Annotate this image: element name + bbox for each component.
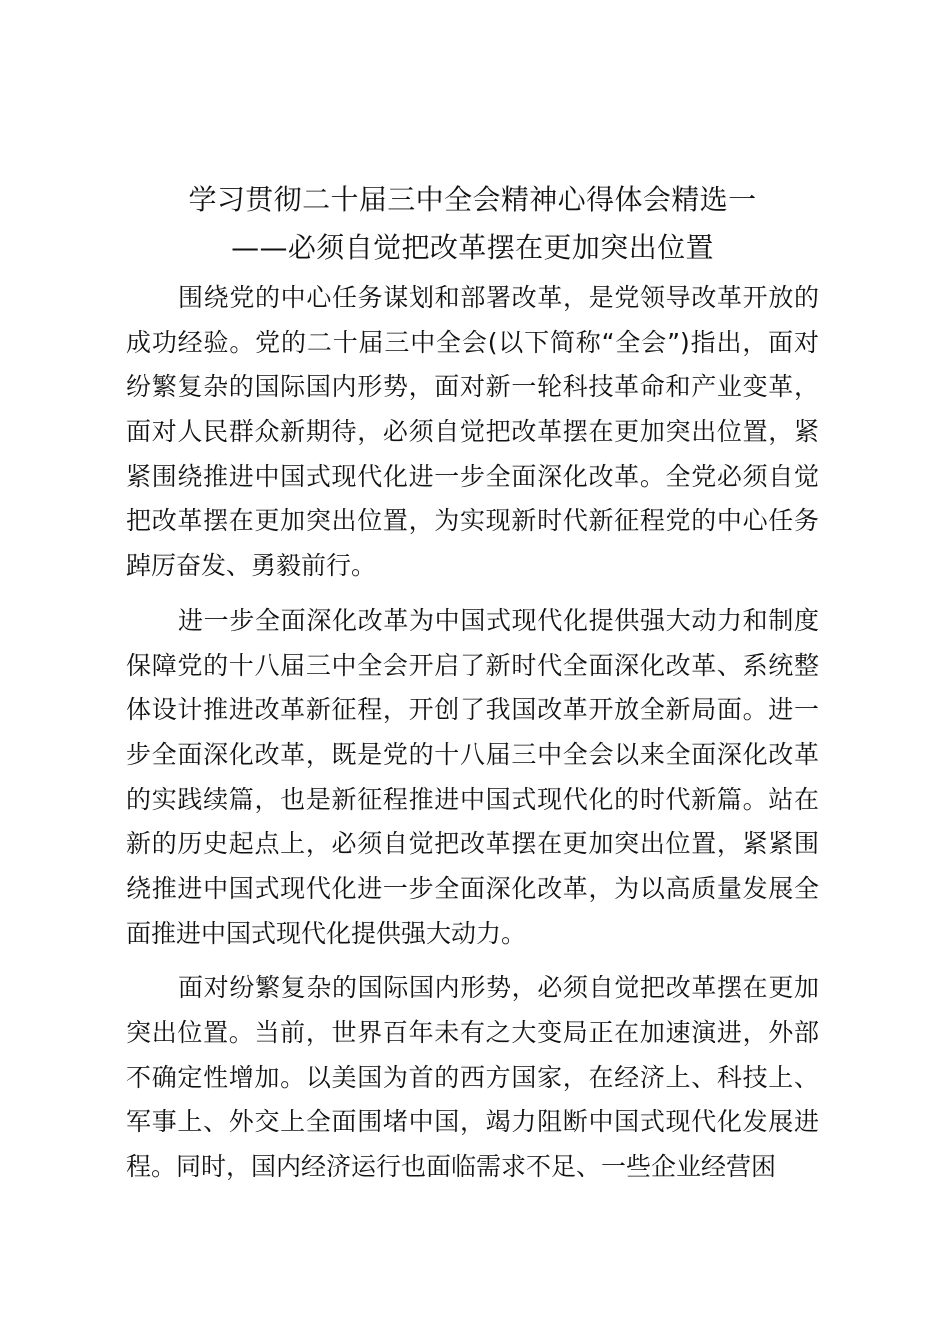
text-line: 面推进中国式现代化提供强大动力。 <box>126 918 527 948</box>
text-line: 体设计推进改革新征程，开创了我国改革开放全新局面。进一 <box>126 695 819 725</box>
paragraph-3 <box>126 966 819 1189</box>
text-line: 的实践续篇，也是新征程推进中国式现代化的时代新篇。站在 <box>126 784 819 814</box>
paragraph-2 <box>126 599 819 957</box>
title-line: 学习贯彻二十届三中全会精神心得体会精选一 <box>188 183 757 216</box>
text-line: 新的历史起点上，必须自觉把改革摆在更加突出位置，紧紧围 <box>126 829 819 859</box>
text-line: 面对人民群众新期待，必须自觉把改革摆在更加突出位置，紧 <box>126 417 819 447</box>
text-line: 把改革摆在更加突出位置，为实现新时代新征程党的中心任务 <box>126 506 819 536</box>
text-line: 成功经验。党的二十届三中全会(以下简称“全会”)指出，面对 <box>126 327 819 357</box>
text-line: 程。同时，国内经济运行也面临需求不足、一些企业经营困 <box>126 1152 777 1182</box>
text-line: 军事上、外交上全面围堵中国，竭力阻断中国式现代化发展进 <box>126 1107 819 1137</box>
paragraph-1 <box>126 276 819 589</box>
text-line: 踔厉奋发、勇毅前行。 <box>126 551 377 581</box>
text-line: 绕推进中国式现代化进一步全面深化改革，为以高质量发展全 <box>126 873 819 903</box>
text-line: 突出位置。当前，世界百年未有之大变局正在加速演进，外部 <box>126 1018 819 1047</box>
text-line: 进一步全面深化改革为中国式现代化提供强大动力和制度 <box>178 605 819 635</box>
text-line: 紧围绕推进中国式现代化进一步全面深化改革。全党必须自觉 <box>126 461 819 491</box>
document-body <box>126 276 819 1200</box>
text-line: 保障党的十八届三中全会开启了新时代全面深化改革、系统整 <box>126 650 819 680</box>
subtitle-line: ——必须自觉把改革摆在更加突出位置 <box>231 231 714 264</box>
text-line: 围绕党的中心任务谋划和部署改革，是党领导改革开放的 <box>178 283 819 312</box>
text-line: 步全面深化改革，既是党的十八届三中全会以来全面深化改革 <box>126 739 819 769</box>
text-line: 不确定性增加。以美国为首的西方国家，在经济上、科技上、 <box>126 1062 819 1092</box>
document-title <box>126 176 819 272</box>
text-line: 纷繁复杂的国际国内形势，面对新一轮科技革命和产业变革， <box>126 372 819 402</box>
text-line: 面对纷繁复杂的国际国内形势，必须自觉把改革摆在更加 <box>178 973 819 1003</box>
